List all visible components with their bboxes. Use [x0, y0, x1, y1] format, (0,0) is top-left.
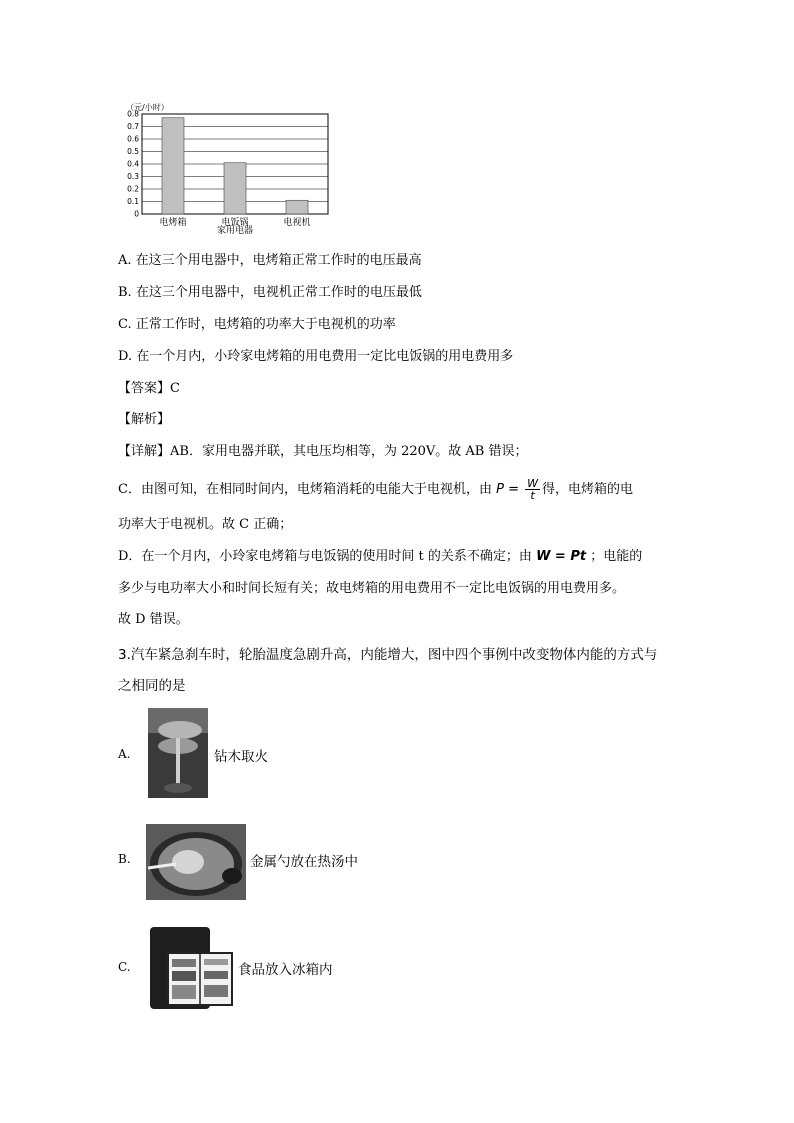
chart-bar-0 — [162, 118, 184, 214]
chart-y-tick-label: 0.2 — [127, 184, 139, 194]
chart-category-label: 电视机 — [283, 218, 311, 228]
choice-a-label[interactable]: A. — [118, 747, 131, 761]
choice-a-caption: 钻木取火 — [214, 749, 268, 765]
chart-y-tick-label: 0.6 — [127, 134, 139, 144]
choice-c-label[interactable]: C. — [118, 960, 131, 974]
option-d[interactable]: D. 在一个月内，小玲家电烤箱的用电费用一定比电饭锅的用电费用多 — [118, 349, 514, 364]
electricity-cost-bar-chart — [118, 100, 338, 240]
detail-line-6: 故 D 错误。 — [118, 612, 189, 627]
chart-y-tick-label: 0 — [134, 209, 139, 219]
analysis-heading: 【解析】 — [118, 412, 171, 427]
chart-y-tick-label: 0.4 — [127, 159, 139, 169]
chart-bar-2 — [286, 200, 308, 214]
option-a[interactable]: A. 在这三个用电器中，电烤箱正常工作时的电压最高 — [118, 253, 422, 268]
option-c[interactable]: C. 正常工作时，电烤箱的功率大于电视机的功率 — [118, 317, 396, 332]
question-3-line-1: 3.汽车紧急刹车时，轮胎温度急剧升高，内能增大，图中四个事例中改变物体内能的方式与 — [118, 647, 658, 663]
chart-category-label: 电饭锅 — [221, 218, 249, 228]
formula-denominator: t — [530, 489, 535, 502]
detail-line-2-post: 得，电烤箱的电 — [542, 482, 634, 497]
chart-y-tick-label: 0.5 — [127, 147, 139, 156]
chart-y-tick-label: 0.1 — [127, 197, 139, 206]
chart-x-axis-label: 家用电器 — [216, 226, 254, 236]
detail-line-5: 多少与电功率大小和时间长短有关；故电烤箱的用电费用不一定比电饭锅的用电费用多。 — [118, 581, 626, 596]
formula-p-lhs: P = — [496, 482, 519, 497]
choice-c-caption: 食品放入冰箱内 — [238, 962, 333, 978]
formula-w: W = Pt — [536, 549, 587, 564]
food-in-refrigerator-photo — [148, 925, 234, 1010]
detail-line-3: 功率大于电视机。故 C 正确； — [118, 517, 293, 532]
chart-y-tick-label: 0.8 — [127, 109, 139, 119]
detail-line-4 — [118, 548, 642, 566]
detail-line-4-pre: D．在一个月内，小玲家电烤箱与电饭锅的使用时间 t 的关系不确定；由 — [118, 549, 532, 564]
detail-line-2-pre: C．由图可知，在相同时间内，电烤箱消耗的电能大于电视机，由 — [118, 482, 492, 497]
chart-category-label: 电烤箱 — [159, 218, 187, 228]
chart-bar-1 — [224, 163, 246, 214]
formula-fraction — [525, 478, 540, 501]
detail-line-4-post: ；电能的 — [590, 549, 643, 564]
detail-line-1: 【详解】AB．家用电器并联，其电压均相等，为 220V。故 AB 错误； — [118, 444, 528, 459]
choice-b-caption: 金属勺放在热汤中 — [250, 854, 358, 870]
question-3-line-2: 之相同的是 — [118, 678, 186, 694]
chart-y-tick-label: 0.3 — [127, 172, 139, 181]
formula-numerator: W — [527, 477, 538, 490]
detail-line-2 — [118, 478, 633, 501]
choice-b-label[interactable]: B. — [118, 852, 131, 866]
chart-unit-label: （元/小时） — [126, 103, 169, 112]
spoon-in-hot-soup-photo — [146, 824, 246, 900]
answer-line: 【答案】C — [118, 381, 180, 396]
drilling-wood-fire-photo — [148, 708, 208, 798]
chart-y-tick-label: 0.7 — [127, 122, 139, 131]
option-b[interactable]: B. 在这三个用电器中，电视机正常工作时的电压最低 — [118, 285, 422, 300]
